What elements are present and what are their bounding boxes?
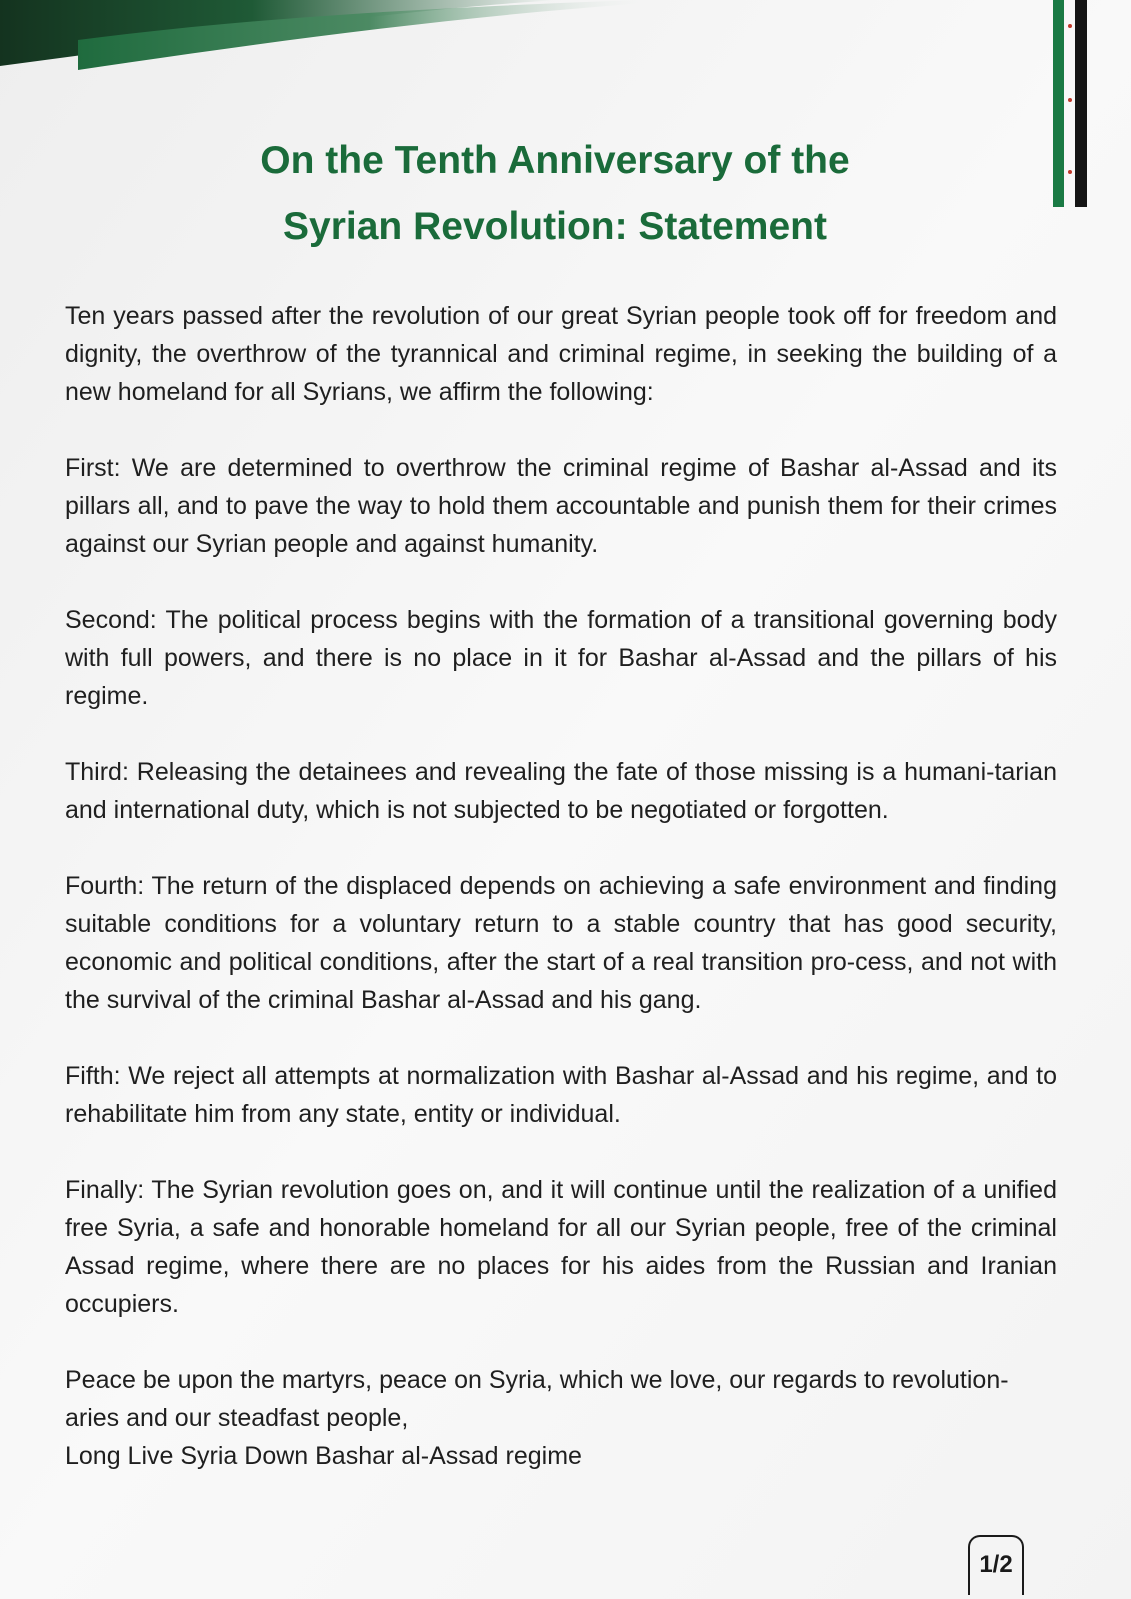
paragraph-second: Second: The political process begins with the formation of a transitional governing body with full powers, and there is no place in it for Bashar al-Assad and the pillars of his regime. <box>65 606 1057 710</box>
document-title <box>0 128 1110 260</box>
paragraph-first: First: We are determined to overthrow the criminal regime of Bashar al-Assad and its pillars all, and to pave the way to hold them accountable and punish them for their crimes against our Syrian people and against humanity. <box>65 454 1057 558</box>
statement-body <box>65 297 1057 1513</box>
title-line-2: Syrian Revolution: Statement <box>283 205 827 248</box>
page-number-badge: 1/2 <box>968 1535 1024 1595</box>
paragraph-fourth: Fourth: The return of the displaced depends on achieving a safe environment and finding suitable conditions for a voluntary return to a stable country that has good security, economic and political conditions, after the start of a real transition pro-cess, and not with the survival of the criminal Bashar al-Assad and his gang. <box>65 872 1057 1014</box>
paragraph-finally: Finally: The Syrian revolution goes on, and it will continue until the realization of a unified free Syria, a safe and honorable homeland for all our Syrian people, free of the criminal Assad regime, where there are no places for his aides from the Russian and Iranian occupiers. <box>65 1176 1057 1318</box>
closing-line-2: Long Live Syria Down Bashar al-Assad regime <box>65 1442 582 1470</box>
title-line-1: On the Tenth Anniversary of the <box>260 139 850 182</box>
paragraph-fifth: Fifth: We reject all attempts at normalization with Bashar al-Assad and his regime, and to rehabilitate him from any state, entity or individual. <box>65 1062 1057 1128</box>
paragraph-third: Third: Releasing the detainees and revealing the fate of those missing is a humani-tarian and international duty, which is not subjected to be negotiated or forgotten. <box>65 758 1057 824</box>
closing-line-1: Peace be upon the martyrs, peace on Syria, which we love, our regards to revolution-aries and our steadfast people, <box>65 1366 1009 1432</box>
paragraph-intro: Ten years passed after the revolution of our great Syrian people took off for freedom and dignity, the overthrow of the tyrannical and criminal regime, in seeking the building of a new homeland for all Syrians, we affirm the following: <box>65 302 1057 406</box>
paragraph-closing <box>65 1361 1057 1475</box>
